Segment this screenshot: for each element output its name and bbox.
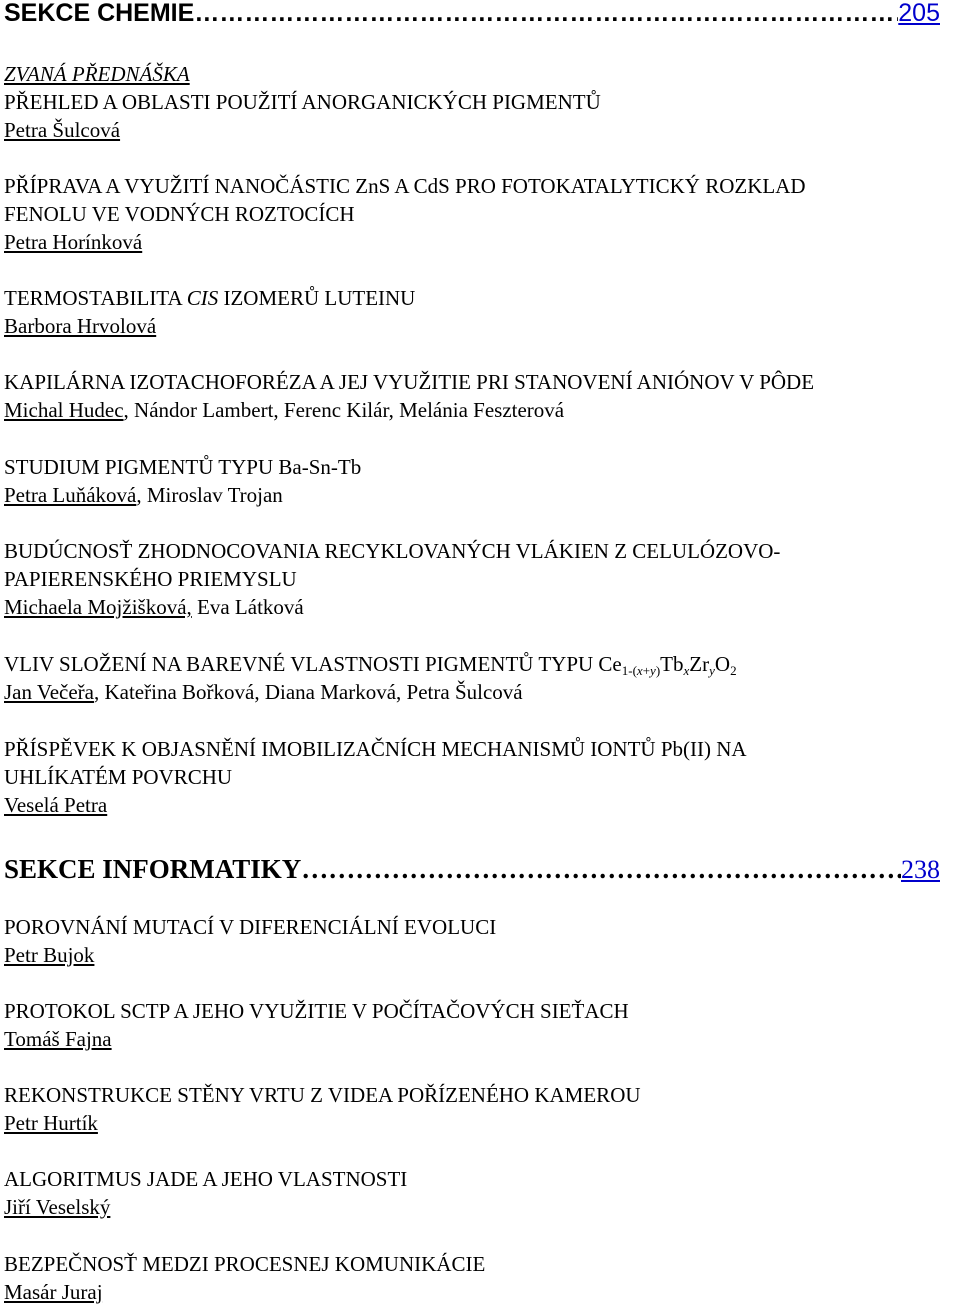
co-authors: Eva Látková: [191, 595, 304, 619]
co-authors: , Nándor Lambert, Ferenc Kilár, Melánia Feszterová: [123, 398, 565, 422]
entry-authors: [4, 1025, 956, 1053]
entry-authors: [4, 228, 956, 256]
presenting-author: Barbora Hrvolová: [4, 314, 157, 338]
entry-title: UHLÍKATÉM POVRCHU: [4, 765, 233, 789]
entry-title: BEZPEČNOSŤ MEDZI PROCESNEJ KOMUNIKÁCIE: [4, 1252, 486, 1276]
toc-entry: [4, 1081, 956, 1137]
title-part: Zr: [689, 652, 710, 676]
entry-title: PAPIERENSKÉHO PRIEMYSLU: [4, 567, 297, 591]
toc-entry: [4, 735, 956, 819]
toc-entry: [4, 60, 956, 144]
presenting-author: Petr Bujok: [4, 943, 95, 967]
toc-entry: [4, 1165, 956, 1221]
sub-part: +: [642, 663, 651, 678]
entry-title: REKONSTRUKCE STĚNY VRTU Z VIDEA POŘÍZENÉHO KAMEROU: [4, 1083, 641, 1107]
entry-title: STUDIUM PIGMENTŮ TYPU Ba-Sn-Tb: [4, 455, 362, 479]
section-title: SEKCE CHEMIE: [4, 0, 195, 27]
entry-authors: [4, 941, 956, 969]
toc-entry: [4, 453, 956, 509]
presenting-author: Masár Juraj: [4, 1280, 103, 1304]
section-header-informatiky: [4, 854, 940, 885]
entry-title: POROVNÁNÍ MUTACÍ V DIFERENCIÁLNÍ EVOLUCI: [4, 915, 497, 939]
entry-title: PROTOKOL SCTP A JEHO VYUŽITIE V POČÍTAČOVÝCH SIEŤACH: [4, 999, 629, 1023]
toc-entry: [4, 997, 956, 1053]
presenting-author: Veselá Petra: [4, 793, 108, 817]
title-part: IZOMERŮ LUTEINU: [218, 286, 416, 310]
entry-label: ZVANÁ PŘEDNÁŠKA: [4, 62, 190, 86]
toc-entry: [4, 650, 956, 706]
sub-var: x: [683, 663, 690, 678]
presenting-author: Petr Hurtík: [4, 1111, 98, 1135]
entry-authors: [4, 791, 956, 819]
entry-authors: [4, 312, 956, 340]
entry-title: PŘÍPRAVA A VYUŽITÍ NANOČÁSTIC ZnS A CdS PRO FOTOKATALYTICKÝ ROZKLAD: [4, 174, 806, 198]
toc-entry: [4, 172, 956, 256]
formula-subscript: 2: [730, 663, 737, 678]
sub-var: y: [709, 663, 715, 678]
entry-title: KAPILÁRNA IZOTACHOFORÉZA A JEJ VYUŽITIE PRI STANOVENÍ ANIÓNOV V PÔDE: [4, 370, 815, 394]
entry-authors: [4, 116, 956, 144]
presenting-author: Petra Šulcová: [4, 118, 121, 142]
presenting-author: Jiří Veselský: [4, 1195, 111, 1219]
presenting-author: Michal Hudec: [4, 398, 124, 422]
entry-authors: [4, 1278, 956, 1306]
section-page-link[interactable]: 238: [901, 855, 940, 884]
entry-title: PŘEHLED A OBLASTI POUŽITÍ ANORGANICKÝCH PIGMENTŮ: [4, 90, 601, 114]
entry-authors: [4, 678, 956, 706]
sub-part: 1-(: [621, 663, 637, 678]
title-part: VLIV SLOŽENÍ NA BAREVNÉ VLASTNOSTI PIGMENTŮ TYPU Ce: [4, 652, 622, 676]
toc-entry: [4, 1250, 956, 1306]
title-part: O: [714, 652, 731, 676]
section-header-chemie: [4, 0, 940, 28]
presenting-author: Michaela Mojžišková,: [4, 595, 192, 619]
entry-title: BUDÚCNOSŤ ZHODNOCOVANIA RECYKLOVANÝCH VLÁKIEN Z CELULÓZOVO-: [4, 539, 781, 563]
section-title: SEKCE INFORMATIKY: [4, 854, 302, 884]
toc-entry: [4, 537, 956, 621]
entry-title: FENOLU VE VODNÝCH ROZTOCÍCH: [4, 202, 355, 226]
toc-entry: [4, 284, 956, 340]
presenting-author: Tomáš Fajna: [4, 1027, 112, 1051]
formula-subscript: [622, 663, 660, 678]
title-italic-part: CIS: [186, 286, 219, 310]
entry-title: [4, 650, 956, 678]
presenting-author: Jan Večeřa: [4, 680, 94, 704]
sub-part: ): [655, 663, 661, 678]
entry-title: ALGORITMUS JADE A JEHO VLASTNOSTI: [4, 1167, 408, 1191]
entry-title: [4, 284, 956, 312]
entry-authors: [4, 593, 956, 621]
entry-authors: [4, 396, 956, 424]
title-part: Tb: [660, 652, 684, 676]
toc-entry: [4, 913, 956, 969]
title-part: TERMOSTABILITA: [4, 286, 187, 310]
co-authors: , Miroslav Trojan: [136, 483, 283, 507]
leader-dots: [301, 854, 901, 884]
section-page-link[interactable]: 205: [898, 0, 940, 27]
toc-entry: [4, 368, 956, 424]
entry-title: PŘÍSPĚVEK K OBJASNĚNÍ IMOBILIZAČNÍCH MECHANISMŮ IONTŮ Pb(II) NA: [4, 737, 747, 761]
presenting-author: Petra Luňáková: [4, 483, 137, 507]
entry-authors: [4, 481, 956, 509]
presenting-author: Petra Horínková: [4, 230, 143, 254]
sub-var: x: [636, 663, 643, 678]
entry-authors: [4, 1109, 956, 1137]
entry-authors: [4, 1193, 956, 1221]
leader-dots: [194, 0, 898, 28]
sub-var: y: [650, 663, 656, 678]
co-authors: , Kateřina Bořková, Diana Marková, Petra Šulcová: [93, 680, 523, 704]
